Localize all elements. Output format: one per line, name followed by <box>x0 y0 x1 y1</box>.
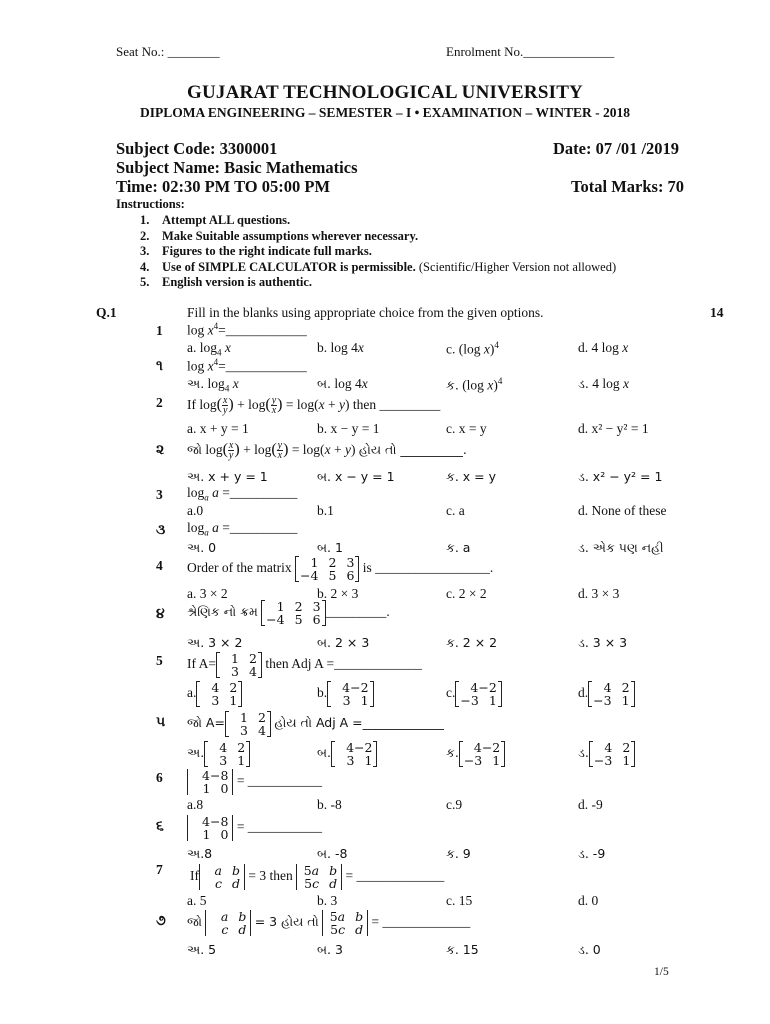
option-b-guj: બ. 2 × 3 <box>317 635 370 650</box>
option-d-guj: ડ. 0 <box>578 942 601 957</box>
option-b: b.1 <box>317 503 334 518</box>
subq-number: 4 <box>156 558 163 573</box>
option-b-guj: બ. 3 <box>317 942 343 957</box>
option-c: c. a <box>446 503 465 518</box>
option-d: d. None of these <box>578 503 667 518</box>
matrix: 1 2 3 −4 5 6 <box>295 556 359 582</box>
subq-text: 4−8 1 0 = ___________ <box>187 769 322 795</box>
option-a-guj: અ. 3 × 2 <box>187 635 243 650</box>
option-a: a. $\log_4 x$ <box>187 340 231 358</box>
option-d: d. 3 × 3 <box>578 586 620 601</box>
subq-number: 2 <box>156 395 163 410</box>
option-c: c. 2 × 2 <box>446 586 487 601</box>
question-marks: 14 <box>710 305 724 320</box>
subq-number: 6 <box>156 770 163 785</box>
option-c-guj: ક. 15 <box>446 942 479 957</box>
option-d-guj: ડ. 4 2 −3 1 <box>578 741 635 767</box>
question-prompt: Fill in the blanks using appropriate choice from the given options. <box>187 305 544 320</box>
page-number: 1/5 <box>654 966 669 978</box>
option-a-guj: અ. $\log_4 x$ <box>187 376 239 394</box>
matrix: 1 2 3 −4 5 6 <box>261 600 325 626</box>
option-a-guj: અ. x + y = 1 <box>187 469 268 484</box>
option-a: a.8 <box>187 797 204 812</box>
subq-text-guj: જો a b c d = 3 હોય તો 5a b 5c d = _____________ <box>187 909 471 937</box>
option-d: d. -9 <box>578 797 603 812</box>
subq-number-guj: ૩ <box>156 522 166 538</box>
subq-number-guj: ૬ <box>156 818 164 834</box>
subq-number-guj: ૨ <box>156 442 165 458</box>
option-d: d. 4 2 −3 1 <box>578 681 635 707</box>
option-c: c. x = y <box>446 421 487 436</box>
subq-number: 7 <box>156 862 163 877</box>
subq-text-guj: શ્રેણિક નો ક્રમ 1 2 3 −4 5 6 _________. <box>187 599 390 627</box>
option-d-guj: ડ. એક પણ નહી <box>578 540 664 555</box>
subq-number-guj: ૧ <box>156 358 163 374</box>
total-marks: Total Marks: 70 <box>571 177 685 196</box>
enrolment-no: Enrolment No.______________ <box>446 44 615 59</box>
instructions-title: Instructions: <box>116 197 185 211</box>
subq-text: $\log x^4=\_\_\_\_\_\_\_\_\_\_\_\_$ <box>187 321 307 338</box>
subq-text: Order of the matrix 1 2 3 −4 5 6 is _________________. <box>187 555 494 583</box>
option-b: b. -8 <box>317 797 342 812</box>
subject-name: Subject Name: Basic Mathematics <box>116 158 358 177</box>
subject-code: Subject Code: 3300001 <box>116 139 278 158</box>
option-c-guj: ક. 4−2 −3 1 <box>446 741 505 767</box>
option-d-guj: ડ. 4 log x <box>578 376 629 391</box>
instructions-list: 1. Attempt ALL questions. 2. Make Suitable assumptions wherever necessary. 3. Figures to the right indicate full marks. 4. Use of SIMPLE CALCULATOR is permissible. (Scientific/Higher Version not allowed) 5. English version is authentic. <box>140 213 617 289</box>
university-name: GUJARAT TECHNOLOGICAL UNIVERSITY <box>187 82 583 103</box>
option-b: b. 4−2 3 1 <box>317 681 374 707</box>
subq-number: 3 <box>156 487 163 502</box>
option-a-guj: અ. 4 2 3 1 <box>187 741 250 767</box>
subq-text-guj: $\log_a a$ =__________ <box>187 520 298 538</box>
option-b-guj: બ. x − y = 1 <box>317 469 395 484</box>
option-c-guj: ક. 9 <box>446 846 471 861</box>
question-label: Q.1 <box>96 305 117 320</box>
option-a: a.0 <box>187 503 204 518</box>
exam-time: Time: 02:30 PM TO 05:00 PM <box>116 177 331 196</box>
option-b: b. 2 × 3 <box>317 586 359 601</box>
option-d: d. 0 <box>578 893 599 908</box>
option-a: a. 4 2 3 1 <box>187 681 242 707</box>
subq-number-guj: ૭ <box>156 913 166 929</box>
subq-text-guj: જો A= 1 2 3 4 હોય તો Adj A =_____________ <box>187 710 444 738</box>
subq-text: If A= 1 2 3 4 then Adj A =_____________ <box>187 651 422 679</box>
option-d: d. x² − y² = 1 <box>578 421 649 436</box>
option-b: b. x − y = 1 <box>317 421 380 436</box>
seat-no: Seat No.: ________ <box>116 44 220 59</box>
option-c-guj: ક. x = y <box>446 469 496 484</box>
option-c: c. 4−2 −3 1 <box>446 681 502 707</box>
option-b-guj: બ. 1 <box>317 540 343 555</box>
subq-number-guj: ૪ <box>156 606 165 622</box>
option-b-guj: બ. -8 <box>317 846 348 861</box>
option-d: d. 4 log x <box>578 340 629 355</box>
subq-text-guj: 4−8 1 0 = ___________ <box>187 815 322 841</box>
option-d-guj: ડ. 3 × 3 <box>578 635 628 650</box>
option-c: c.9 <box>446 797 463 812</box>
option-c: c. (log x)$^4$ <box>446 340 499 357</box>
subq-text-guj: જો log( $\frac{x}{y}$ ) + log( $\frac{y}{x}$ ) = log(x + y) હોય તો __________. <box>187 440 467 462</box>
option-c: c. 15 <box>446 893 473 908</box>
option-d-guj: ડ. x² − y² = 1 <box>578 469 663 484</box>
option-c-guj: ક. a <box>446 540 471 555</box>
subq-text: If log( $\frac{x}{y}$ ) + log( $\frac{y}{x}$ ) = log(x + y) then _________ <box>187 395 441 417</box>
option-b-guj: બ. log 4x <box>317 376 368 391</box>
option-a-guj: અ. 0 <box>187 540 217 555</box>
subq-text: If a b c d = 3 then 5a b 5c d = _____________ <box>190 863 445 891</box>
subq-number: 5 <box>156 653 163 668</box>
subq-text: $\log_a a$ =__________ <box>187 485 298 503</box>
option-c-guj: ક. (log x)$^4$ <box>446 376 503 393</box>
option-a: a. x + y = 1 <box>187 421 249 436</box>
option-b-guj: બ. 4−2 3 1 <box>317 741 377 767</box>
option-a-guj: અ.8 <box>187 846 213 861</box>
exam-date: Date: 07 /01 /2019 <box>553 139 680 158</box>
option-d-guj: ડ. -9 <box>578 846 606 861</box>
subq-number-guj: ૫ <box>156 714 166 730</box>
option-a: a. 5 <box>187 893 207 908</box>
subq-text-guj: $\log x^4=\_\_\_\_\_\_\_\_\_\_\_\_$ <box>187 357 307 374</box>
option-a: a. 3 × 2 <box>187 586 228 601</box>
option-c-guj: ક. 2 × 2 <box>446 635 498 650</box>
option-b: b. log 4x <box>317 340 364 355</box>
option-a-guj: અ. 5 <box>187 942 217 957</box>
subq-number: 1 <box>156 323 163 338</box>
exam-line: DIPLOMA ENGINEERING – SEMESTER – I • EXAMINATION – WINTER - 2018 <box>140 105 630 120</box>
option-b: b. 3 <box>317 893 338 908</box>
